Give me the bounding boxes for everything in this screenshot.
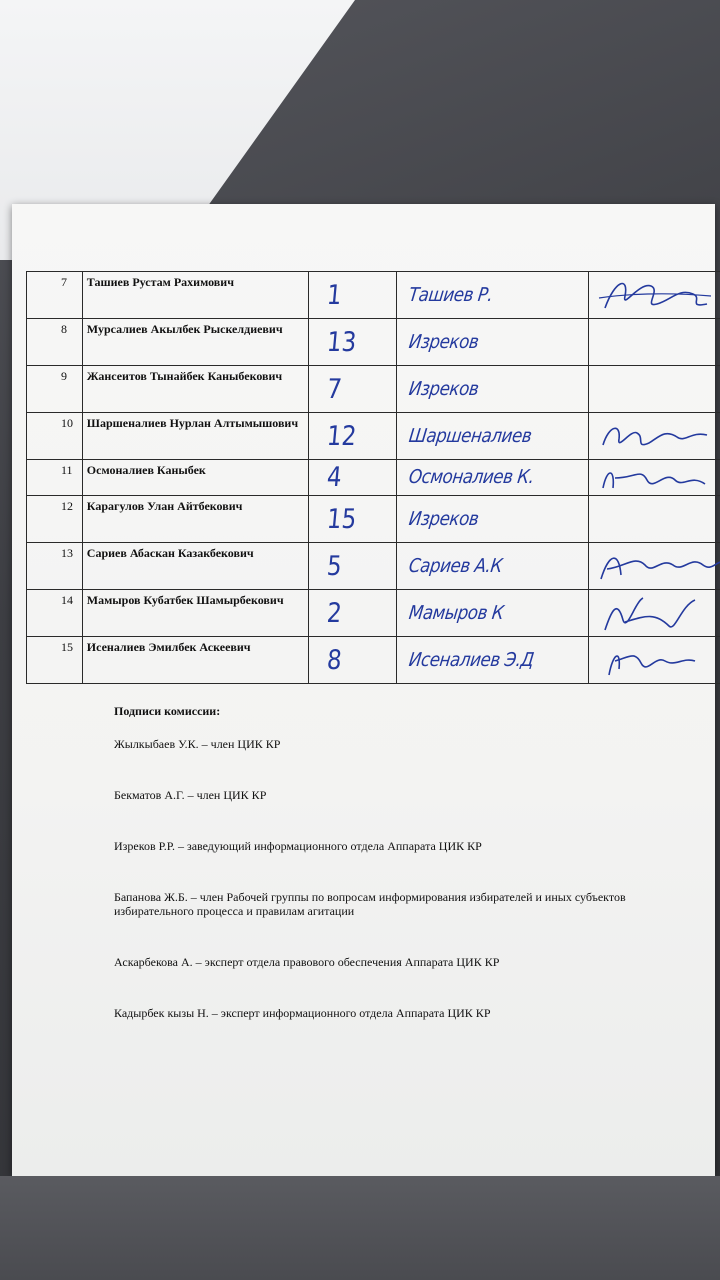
member-name: Мамыров Кубатбек Шамырбекович <box>82 590 308 637</box>
handwritten-name: Сариев А.К <box>407 555 504 577</box>
handwritten-vote: 8 <box>325 645 343 676</box>
member-name: Ташиев Рустам Рахимович <box>82 272 308 319</box>
row-number: 11 <box>27 460 83 496</box>
member-name: Осмоналиев Каныбек <box>82 460 308 496</box>
handwritten-name: Осмоналиев К. <box>407 466 536 488</box>
member-name: Сариев Абаскан Казакбекович <box>82 543 308 590</box>
row-number: 15 <box>27 637 83 684</box>
handwritten-name: Шаршеналиев <box>407 425 533 447</box>
handwritten-name: Мамыров К <box>407 602 506 624</box>
commission-member: Кадырбек кызы Н. – эксперт информационного отдела Аппарата ЦИК КР <box>114 1006 491 1020</box>
desk-edge <box>0 1176 720 1280</box>
row-number: 12 <box>27 496 83 543</box>
member-name: Исеналиев Эмилбек Аскеевич <box>82 637 308 684</box>
handwritten-name: Изреков <box>407 508 481 530</box>
handwritten-vote: 12 <box>325 421 358 452</box>
member-name: Карагулов Улан Айтбекович <box>82 496 308 543</box>
handwritten-vote: 1 <box>325 280 343 311</box>
handwritten-vote: 7 <box>325 374 343 405</box>
handwritten-name: Изреков <box>407 378 481 400</box>
signature-mark <box>595 415 715 459</box>
commission-member: Аскарбекова А. – эксперт отдела правового обеспечения Аппарата ЦИК КР <box>114 955 500 969</box>
handwritten-name: Изреков <box>407 331 481 353</box>
handwritten-name: Исеналиев Э.Д <box>407 649 536 671</box>
handwritten-vote: 15 <box>325 504 358 535</box>
commission-member: Бапанова Ж.Б. – член Рабочей группы по вопросам информирования избирателей и иных субъектов избирательного процесса и правилам агитации <box>114 890 626 918</box>
signature-mark <box>595 545 720 589</box>
table-row <box>27 272 720 319</box>
handwritten-vote: 2 <box>325 598 343 629</box>
member-name: Шаршеналиев Нурлан Алтымышович <box>82 413 308 460</box>
commission-member: Жылкыбаев У.К. – член ЦИК КР <box>114 737 281 751</box>
row-number: 10 <box>27 413 83 460</box>
table-row <box>27 366 720 413</box>
member-name: Мурсалиев Акылбек Рыскелдиевич <box>82 319 308 366</box>
row-number: 14 <box>27 590 83 637</box>
row-number: 8 <box>27 319 83 366</box>
signature-mark <box>595 592 705 636</box>
commission-signatures <box>114 704 674 1057</box>
table-row <box>27 543 720 590</box>
commission-member: Бекматов А.Г. – член ЦИК КР <box>114 788 267 802</box>
handwritten-name: Ташиев Р. <box>407 284 495 306</box>
vote-table <box>26 271 720 684</box>
signature-mark <box>595 274 715 318</box>
commission-member: Изреков Р.Р. – заведующий информационного отдела Аппарата ЦИК КР <box>114 839 482 853</box>
member-name: Жансеитов Тынайбек Каныбекович <box>82 366 308 413</box>
handwritten-vote: 13 <box>325 327 358 358</box>
signature-mark <box>595 462 715 496</box>
table-row <box>27 460 720 496</box>
row-number: 9 <box>27 366 83 413</box>
table-row <box>27 496 720 543</box>
signature-mark <box>595 639 705 683</box>
row-number: 7 <box>27 272 83 319</box>
table-row <box>27 413 720 460</box>
handwritten-vote: 5 <box>325 551 343 582</box>
table-row <box>27 590 720 637</box>
handwritten-vote: 4 <box>325 462 343 493</box>
table-row <box>27 319 720 366</box>
table-row <box>27 637 720 684</box>
commission-heading: Подписи комиссии: <box>114 704 221 718</box>
row-number: 13 <box>27 543 83 590</box>
document-page <box>12 204 715 1176</box>
